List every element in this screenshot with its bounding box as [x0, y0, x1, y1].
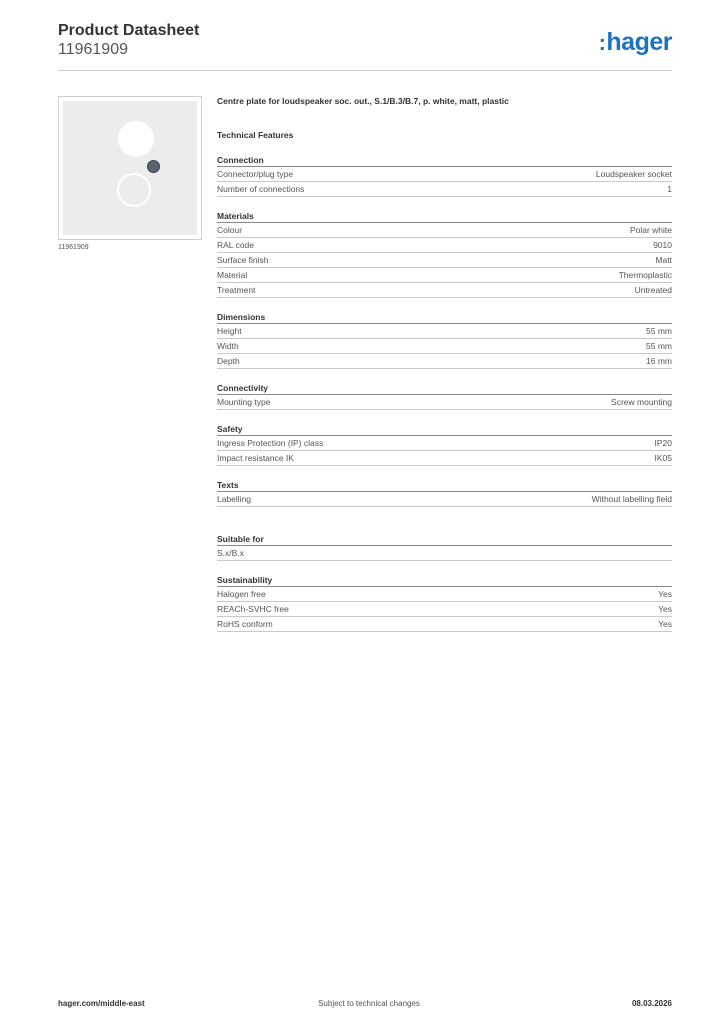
image-caption: 11961909 — [58, 244, 89, 251]
spec-label: RAL code — [217, 240, 255, 250]
section-title: Sustainability — [217, 574, 672, 587]
spec-section — [217, 311, 672, 369]
spec-content — [217, 96, 672, 632]
hager-logo — [599, 28, 672, 57]
spec-row — [217, 602, 672, 617]
spec-value: 16 mm — [646, 356, 672, 366]
spec-row — [217, 253, 672, 268]
spec-label: S.x/B.x — [217, 548, 244, 558]
section-title: Suitable for — [217, 533, 672, 546]
spec-label: RoHS conform — [217, 619, 273, 629]
spec-section — [217, 533, 672, 561]
footer-website: hager.com/middle-east — [58, 999, 145, 1008]
spec-value: Untreated — [634, 285, 672, 295]
spec-section — [217, 210, 672, 298]
technical-features-heading: Technical Features — [217, 130, 294, 140]
centre-plate-illustration — [63, 101, 197, 235]
logo-text: hager — [606, 28, 672, 56]
spec-value: 1 — [667, 184, 672, 194]
spec-value: 55 mm — [646, 341, 672, 351]
spec-row — [217, 268, 672, 283]
spec-label: REACh-SVHC free — [217, 604, 289, 614]
spec-row — [217, 167, 672, 182]
product-description: Centre plate for loudspeaker soc. out., S.1/B.3/B.7, p. white, matt, plastic — [217, 96, 509, 106]
spec-value: Without labelling field — [591, 494, 672, 504]
spec-value: Matt — [655, 255, 672, 265]
spec-row — [217, 436, 672, 451]
spec-label: Material — [217, 270, 248, 280]
socket-hole-icon — [118, 121, 154, 157]
spec-label: Surface finish — [217, 255, 269, 265]
spec-row — [217, 492, 672, 507]
section-title: Connectivity — [217, 382, 672, 395]
spec-label: Treatment — [217, 285, 256, 295]
page-header — [58, 22, 672, 70]
section-title: Materials — [217, 210, 672, 223]
spec-row — [217, 546, 672, 561]
document-number: 11961909 — [58, 41, 128, 58]
spec-row — [217, 451, 672, 466]
spec-label: Labelling — [217, 494, 252, 504]
spec-section — [217, 382, 672, 410]
footer-date: 08.03.2026 — [631, 999, 672, 1008]
spec-label: Connector/plug type — [217, 169, 294, 179]
section-title: Safety — [217, 423, 672, 436]
spec-value: Yes — [658, 604, 672, 614]
spec-value: 9010 — [653, 240, 672, 250]
spec-label: Impact resistance IK — [217, 453, 295, 463]
spec-row — [217, 223, 672, 238]
spec-section — [217, 574, 672, 632]
spec-label: Width — [217, 341, 239, 351]
page-footer — [58, 999, 672, 1011]
spec-value: Yes — [658, 589, 672, 599]
spec-label: Number of connections — [217, 184, 305, 194]
spec-label: Depth — [217, 356, 240, 366]
screw-icon — [147, 160, 160, 173]
spec-section — [217, 154, 672, 197]
spec-label: Ingress Protection (IP) class — [217, 438, 324, 448]
spec-row — [217, 395, 672, 410]
spec-row — [217, 587, 672, 602]
spec-row — [217, 283, 672, 298]
section-title: Connection — [217, 154, 672, 167]
header-divider — [58, 70, 672, 71]
spec-row — [217, 324, 672, 339]
spec-row — [217, 339, 672, 354]
spec-value: Yes — [658, 619, 672, 629]
product-image — [58, 96, 202, 240]
spec-section — [217, 423, 672, 466]
spec-section — [217, 479, 672, 507]
spec-row — [217, 354, 672, 369]
section-title: Dimensions — [217, 311, 672, 324]
spec-label: Halogen free — [217, 589, 266, 599]
section-title: Texts — [217, 479, 672, 492]
spec-label: Colour — [217, 225, 243, 235]
logo-colon-icon: : — [598, 30, 606, 55]
spec-row — [217, 617, 672, 632]
spec-row — [217, 238, 672, 253]
socket-ring-icon — [117, 173, 151, 207]
spec-value: Thermoplastic — [618, 270, 672, 280]
spec-value: Loudspeaker socket — [595, 169, 672, 179]
spec-row — [217, 182, 672, 197]
spec-value: IK05 — [654, 453, 672, 463]
spec-value: IP20 — [654, 438, 672, 448]
spec-label: Mounting type — [217, 397, 271, 407]
spec-value: Screw mounting — [611, 397, 672, 407]
spec-value: 55 mm — [646, 326, 672, 336]
footer-notice: Subject to technical changes — [318, 999, 420, 1008]
spec-label: Height — [217, 326, 242, 336]
spec-sections — [217, 154, 672, 632]
spec-value: Polar white — [629, 225, 672, 235]
page-title: Product Datasheet — [58, 22, 200, 39]
